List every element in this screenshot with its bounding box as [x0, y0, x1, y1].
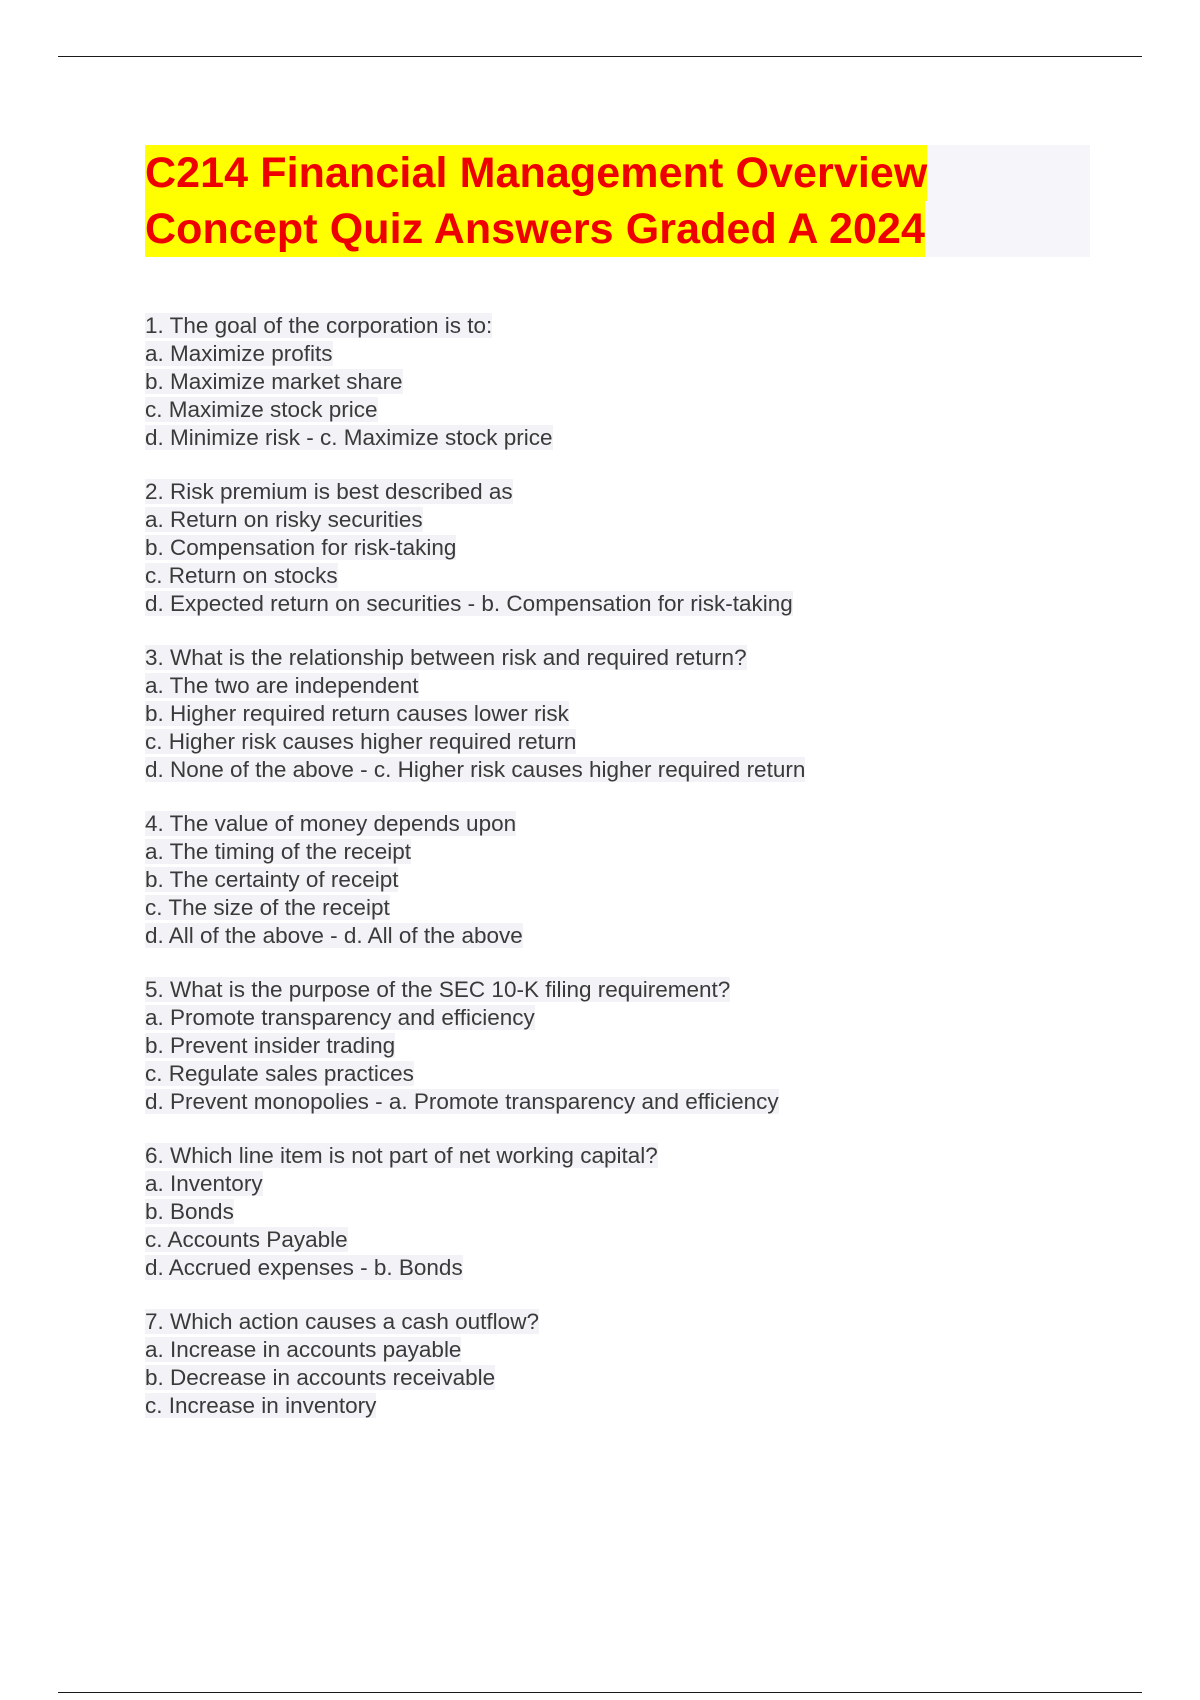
answer-option-text: b. The certainty of receipt: [145, 867, 399, 892]
answer-option: [145, 340, 1145, 368]
answer-option-text: c. The size of the receipt: [145, 895, 390, 920]
quiz-question: [145, 1308, 1145, 1420]
answer-option-text: d. None of the above - c. Higher risk causes higher required return: [145, 757, 806, 782]
answer-option: [145, 894, 1145, 922]
question-prompt-text: 3. What is the relationship between risk and required return?: [145, 645, 747, 670]
answer-option: [145, 1336, 1145, 1364]
answer-option: [145, 1060, 1145, 1088]
question-prompt: [145, 312, 1145, 340]
quiz-question: [145, 810, 1145, 950]
answer-option: [145, 1364, 1145, 1392]
answer-option: [145, 1254, 1145, 1282]
answer-option: [145, 756, 1145, 784]
question-prompt: [145, 644, 1145, 672]
answer-option: [145, 1198, 1145, 1226]
quiz-question: [145, 312, 1145, 452]
quiz-question: [145, 478, 1145, 618]
answer-option-text: c. Accounts Payable: [145, 1227, 348, 1252]
answer-option-text: a. Promote transparency and efficiency: [145, 1005, 535, 1030]
answer-option: [145, 922, 1145, 950]
question-prompt: [145, 1142, 1145, 1170]
answer-option-text: c. Regulate sales practices: [145, 1061, 414, 1086]
answer-option-text: d. Accrued expenses - b. Bonds: [145, 1255, 463, 1280]
bottom-divider: [58, 1692, 1142, 1693]
answer-option: [145, 672, 1145, 700]
answer-option: [145, 506, 1145, 534]
answer-option-text: b. Prevent insider trading: [145, 1033, 396, 1058]
answer-option: [145, 1392, 1145, 1420]
answer-option: [145, 700, 1145, 728]
answer-option-text: b. Compensation for risk-taking: [145, 535, 457, 560]
answer-option-text: a. Maximize profits: [145, 341, 333, 366]
quiz-question: [145, 976, 1145, 1116]
question-prompt: [145, 1308, 1145, 1336]
answer-option: [145, 1032, 1145, 1060]
answer-option: [145, 590, 1145, 618]
question-prompt-text: 2. Risk premium is best described as: [145, 479, 513, 504]
question-prompt: [145, 810, 1145, 838]
answer-option: [145, 534, 1145, 562]
quiz-question: [145, 1142, 1145, 1282]
answer-option: [145, 838, 1145, 866]
answer-option-text: a. Inventory: [145, 1171, 263, 1196]
document-title-line-2: Concept Quiz Answers Graded A 2024: [145, 201, 925, 257]
answer-option: [145, 1170, 1145, 1198]
answer-option-text: a. Return on risky securities: [145, 507, 423, 532]
answer-option: [145, 424, 1145, 452]
document-title-line-1: C214 Financial Management Overview: [145, 145, 927, 201]
question-prompt: [145, 976, 1145, 1004]
answer-option-text: c. Maximize stock price: [145, 397, 378, 422]
answer-option: [145, 396, 1145, 424]
question-prompt-text: 1. The goal of the corporation is to:: [145, 313, 493, 338]
answer-option: [145, 368, 1145, 396]
answer-option-text: d. Expected return on securities - b. Compensation for risk-taking: [145, 591, 793, 616]
answer-option-text: b. Higher required return causes lower risk: [145, 701, 569, 726]
answer-option-text: a. The timing of the receipt: [145, 839, 411, 864]
question-prompt-text: 5. What is the purpose of the SEC 10-K filing requirement?: [145, 977, 731, 1002]
answer-option: [145, 866, 1145, 894]
answer-option-text: b. Decrease in accounts receivable: [145, 1365, 496, 1390]
answer-option: [145, 1088, 1145, 1116]
answer-option-text: b. Maximize market share: [145, 369, 403, 394]
quiz-question: [145, 644, 1145, 784]
question-prompt-text: 6. Which line item is not part of net working capital?: [145, 1143, 658, 1168]
answer-option: [145, 562, 1145, 590]
answer-option-text: a. Increase in accounts payable: [145, 1337, 462, 1362]
answer-option-text: d. All of the above - d. All of the above: [145, 923, 523, 948]
quiz-content: [145, 312, 1145, 1446]
answer-option-text: c. Higher risk causes higher required return: [145, 729, 577, 754]
answer-option-text: c. Return on stocks: [145, 563, 338, 588]
question-prompt: [145, 478, 1145, 506]
question-prompt-text: 7. Which action causes a cash outflow?: [145, 1309, 539, 1334]
answer-option-text: d. Prevent monopolies - a. Promote transparency and efficiency: [145, 1089, 779, 1114]
answer-option-text: a. The two are independent: [145, 673, 419, 698]
answer-option-text: b. Bonds: [145, 1199, 234, 1224]
answer-option: [145, 1004, 1145, 1032]
answer-option: [145, 1226, 1145, 1254]
answer-option-text: d. Minimize risk - c. Maximize stock price: [145, 425, 553, 450]
question-prompt-text: 4. The value of money depends upon: [145, 811, 517, 836]
answer-option: [145, 728, 1145, 756]
answer-option-text: c. Increase in inventory: [145, 1393, 377, 1418]
top-divider: [58, 56, 1142, 57]
